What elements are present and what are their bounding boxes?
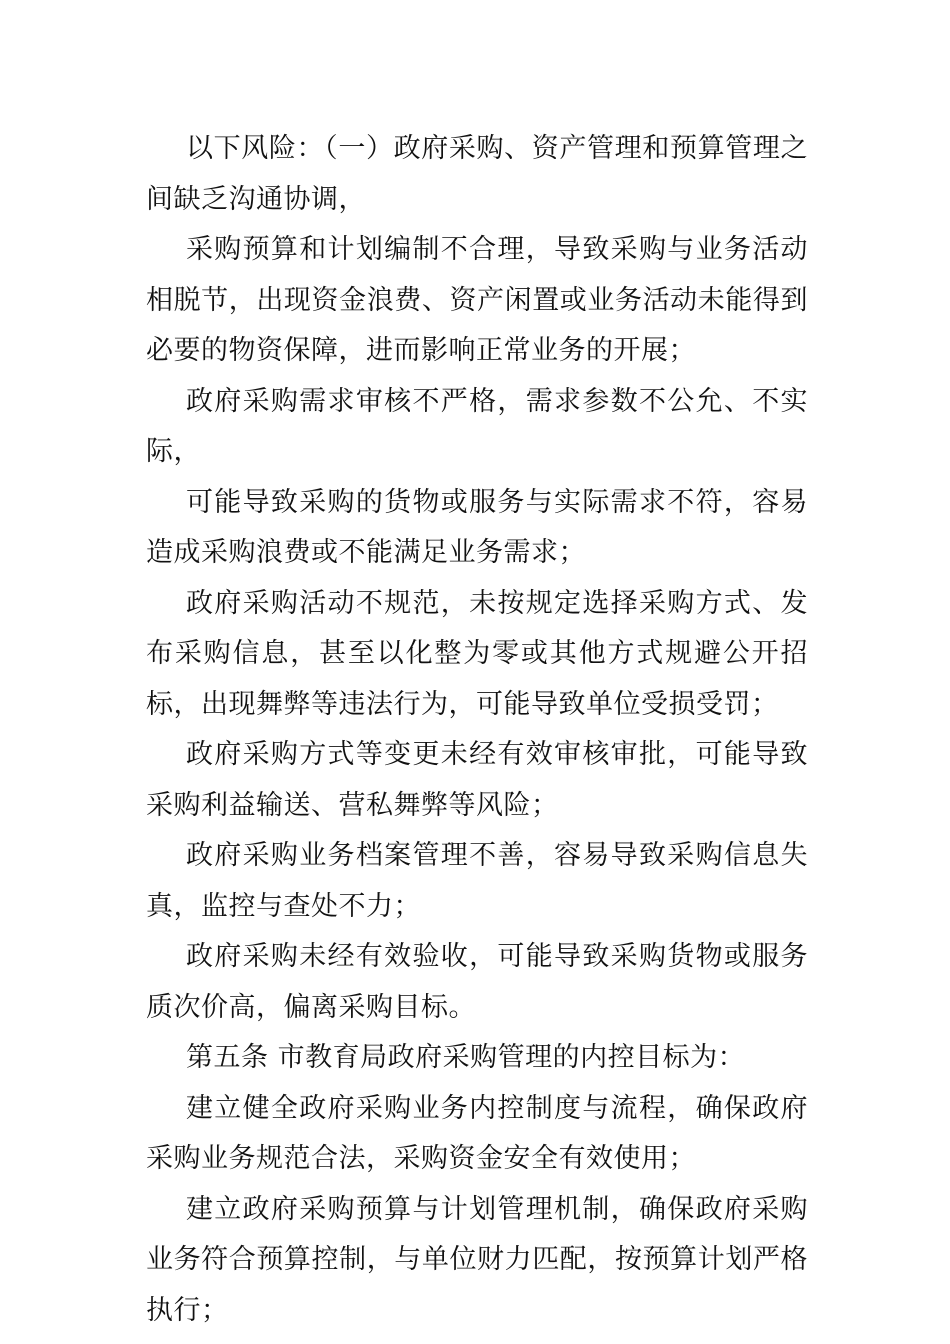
paragraph: 以下风险：（一）政府采购、资产管理和预算管理之间缺乏沟通协调， — [146, 133, 808, 215]
paragraph: 政府采购活动不规范，未按规定选择采购方式、发布采购信息，甚至以化整为零或其他方式规避公开招标，出现舞弊等违法行为，可能导致单位受损受罚； — [146, 587, 808, 720]
paragraph: 政府采购需求审核不严格，需求参数不公允、不实际， — [146, 385, 808, 467]
paragraph: 政府采购未经有效验收，可能导致采购货物或服务质次价高，偏离采购目标。 — [146, 941, 808, 1023]
document-body — [146, 124, 808, 1336]
article-heading: 第五条 市教育局政府采购管理的内控目标为： — [186, 1042, 746, 1073]
paragraph: 建立政府采购预算与计划管理机制，确保政府采购业务符合预算控制，与单位财力匹配，按预算计划严格执行； — [146, 1193, 808, 1326]
paragraph: 政府采购方式等变更未经有效审核审批，可能导致采购利益输送、营私舞弊等风险； — [146, 739, 808, 821]
paragraph: 可能导致采购的货物或服务与实际需求不符，容易造成采购浪费或不能满足业务需求； — [146, 486, 808, 568]
paragraph: 政府采购业务档案管理不善，容易导致采购信息失真，监控与查处不力； — [146, 840, 808, 922]
paragraph: 建立健全政府采购业务内控制度与流程，确保政府采购业务规范合法，采购资金安全有效使用； — [146, 1092, 808, 1174]
paragraph: 采购预算和计划编制不合理，导致采购与业务活动相脱节，出现资金浪费、资产闲置或业务活动未能得到必要的物资保障，进而影响正常业务的开展； — [146, 234, 808, 366]
